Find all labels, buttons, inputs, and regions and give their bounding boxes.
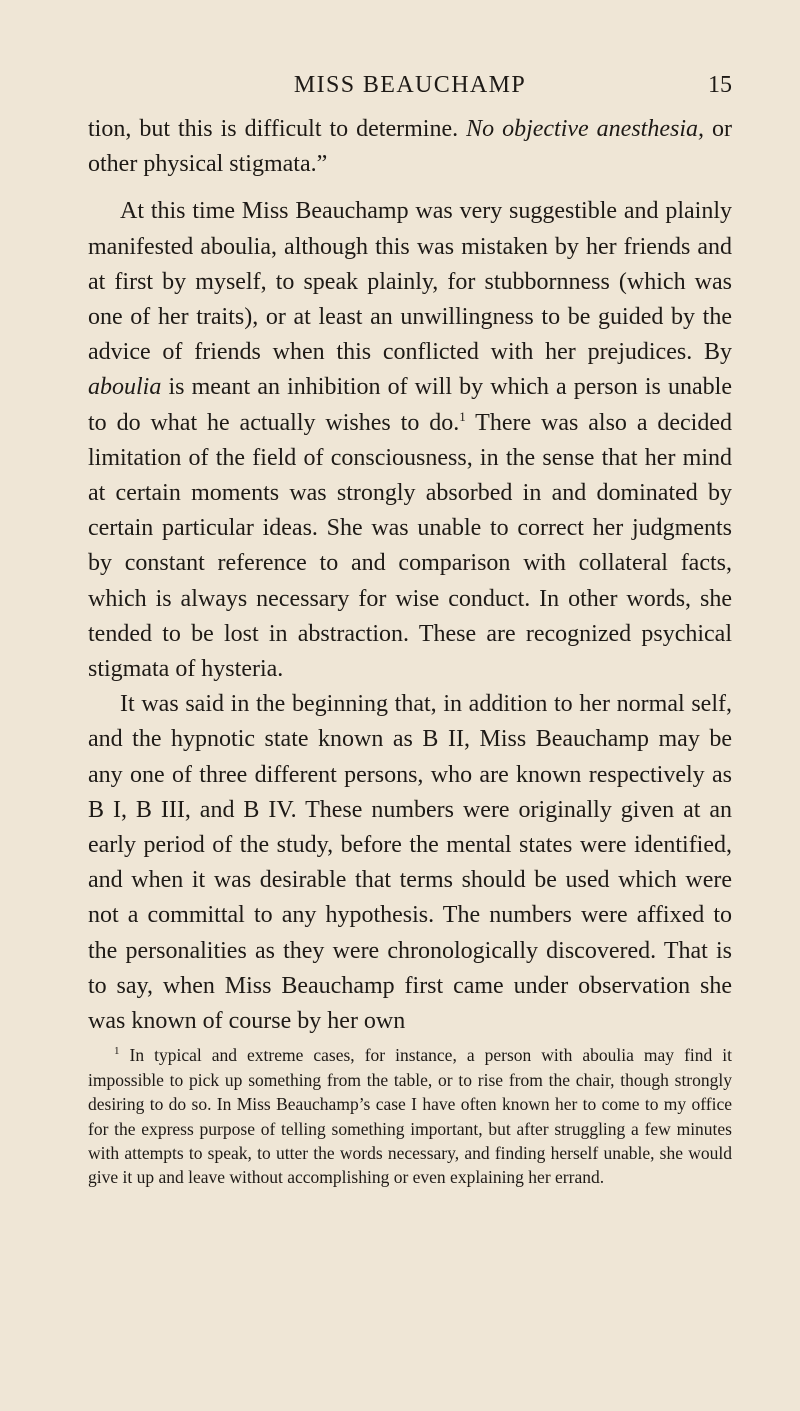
text-run: tion, but this is difficult to determine. — [88, 116, 467, 142]
footnote — [88, 1043, 732, 1189]
text-run: There was also a decided limitation of the field of consciousness, in the sense that her mind at certain moments was strongly absorbed in and dominated by certain particular ideas. She was unable to correct her judgments by constant reference to and comparison with collateral facts, which is always necessary for wise conduct. In other words, she tended to be lost in abstraction. These are recognized psychical stigmata of hysteria. — [88, 409, 732, 683]
footnote-text: In typical and extreme cases, for instance, a person with aboulia may find it impossible to pick up something from the table, or to rise from the chair, though strongly desiring to do so. In Miss Beauchamp’s case I have often known her to come to my office for the express purpose of telling something important, but after struggling a few minutes with attempts to speak, to utter the words necessary, and finding herself unable, she would give it up and leave without accomplishing or even explaining her errand. — [88, 1045, 732, 1188]
book-page — [0, 72, 800, 1411]
page-number: 15 — [708, 72, 732, 98]
paragraph — [88, 687, 732, 1039]
running-head — [88, 72, 732, 112]
italic-text: aboulia — [88, 374, 162, 401]
footnote-marker: 1 — [114, 1045, 120, 1058]
italic-text: No objective anesthesia, — [466, 116, 705, 142]
text-run: At this time Miss Beauchamp was very suggestible and plainly manifested aboulia, although this was mistaken by her friends and at first by myself, to speak plainly, for stubbornness (which was one of her traits), or at least an unwillingness to be guided by the advice of friends when this conflicted with her prejudices. By — [88, 198, 732, 366]
running-title: MISS BEAUCHAMP — [293, 72, 527, 98]
text-run: or other physical stigmata.” — [88, 116, 732, 178]
text-run: is meant an inhibition of will by which a person is unable to do what he actually wishes to do. — [88, 374, 732, 436]
paragraph-continued — [88, 112, 732, 182]
body-text — [88, 112, 732, 1039]
paragraph — [88, 194, 732, 687]
text-run: It was said in the beginning that, in addition to her normal self, and the hypnotic state known as B II, Miss Beauchamp may be any one of three different persons, who are known respectively as B I, B III, and B IV. These numbers were originally given at an early period of the study, before the mental states were identified, and when it was desirable that terms should be used which were not a committal to any hypothesis. The numbers were affixed to the personalities as they were chronologically discovered. That is to say, when Miss Beauchamp first came under observation she was known of course by her own — [88, 691, 732, 1035]
footnote-reference: 1 — [459, 408, 466, 424]
